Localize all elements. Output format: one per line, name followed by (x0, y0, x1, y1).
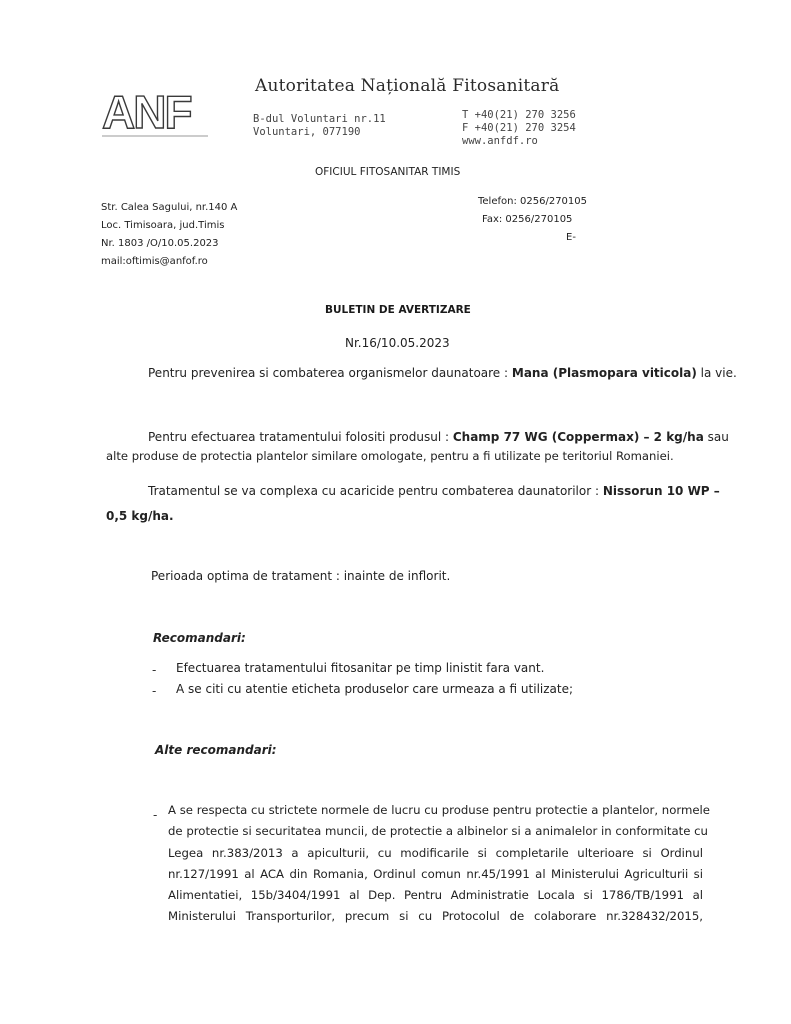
paragraph-line: A se respecta cu strictete normele de lucru cu produse pentru protectie a plantelor, normele (168, 803, 710, 817)
recommendation-item-1: Efectuarea tratamentului fitosanitar pe timp linistit fara vant. (176, 661, 545, 675)
bulletin-number: Nr.16/10.05.2023 (345, 336, 450, 350)
treatment-suffix: sau (703, 430, 729, 444)
treatment-line2: alte produse de protectia plantelor similare omologate, pentru a fi utilizate pe teritoriul Romaniei. (106, 449, 674, 463)
institution-fax: F +40(21) 270 3254 (462, 122, 576, 134)
list-dash: - (152, 663, 157, 677)
bulletin-title: BULETIN DE AVERTIZARE (325, 304, 471, 316)
complex-line2: 0,5 kg/ha. (106, 509, 174, 523)
purpose-prefix: Pentru prevenirea si combaterea organismelor daunatoare : (148, 366, 512, 380)
institution-address-line2: Voluntari, 077190 (253, 126, 361, 138)
office-locality: Loc. Timisoara, jud.Timis (101, 220, 225, 231)
office-e-label: E- (566, 232, 576, 243)
anf-logo (100, 86, 212, 142)
office-title: OFICIUL FITOSANITAR TIMIS (315, 166, 461, 178)
list-dash: - (153, 808, 158, 822)
recommendations-heading: Recomandari: (153, 631, 246, 645)
paragraph-line: de protectie si securitatea muncii, de protectie a albinelor si a animalelor in conformitate cu (168, 824, 708, 839)
list-dash: - (152, 684, 157, 698)
recommendation-item-2: A se citi cu atentie eticheta produselor care urmeaza a fi utilizate; (176, 682, 574, 696)
paragraph-line: Alimentatiei, 15b/3404/1991 al Dep. Pentru Administratie Locala si 1786/TB/1991 al (168, 888, 703, 903)
purpose-suffix: la vie. (696, 366, 737, 380)
paragraph-line: nr.127/1991 al ACA din Romania, Ordinul comun nr.45/1991 al Ministerului Agriculturii si (168, 866, 703, 881)
institution-address-line1: B-dul Voluntari nr.11 (253, 113, 386, 125)
complex-prefix: Tratamentul se va complexa cu acaricide pentru combaterea daunatorilor : (148, 484, 603, 498)
pest-name: Mana (Plasmopara viticola) (511, 366, 697, 380)
office-fax: Fax: 0256/270105 (482, 214, 573, 225)
registration-number: Nr. 1803 /O/10.05.2023 (101, 238, 219, 249)
office-phone: Telefon: 0256/270105 (478, 196, 588, 207)
anf-logo-text: ANF (102, 86, 191, 138)
paragraph-line: Ministerului Transporturilor, precum si cu Protocolul de colaborare nr.328432/2015, (168, 909, 703, 924)
treatment-line1 (148, 430, 729, 444)
institution-phone: T +40(21) 270 3256 (462, 109, 576, 121)
other-recommendations-paragraph (168, 800, 710, 928)
treatment-prefix: Pentru efectuarea tratamentului folositi produsul : (148, 430, 453, 444)
paragraph-line: Legea nr.383/2013 a apiculturii, cu modificarile si completarile ulterioare si Ordinul (168, 845, 703, 860)
treatment-period: Perioada optima de tratament : inainte de inflorit. (151, 569, 451, 583)
office-street: Str. Calea Sagului, nr.140 A (101, 202, 238, 213)
purpose-line (148, 366, 737, 380)
other-recommendations-heading: Alte recomandari: (155, 743, 277, 757)
office-email: mail:oftimis@anfof.ro (101, 256, 208, 267)
acaricide-product: Nissorun 10 WP – (602, 484, 720, 498)
institution-website: www.anfdf.ro (462, 135, 538, 147)
treatment-product: Champ 77 WG (Coppermax) – 2 kg/ha (452, 430, 704, 444)
complex-line1 (148, 484, 720, 498)
institution-name: Autoritatea Națională Fitosanitară (255, 76, 560, 96)
